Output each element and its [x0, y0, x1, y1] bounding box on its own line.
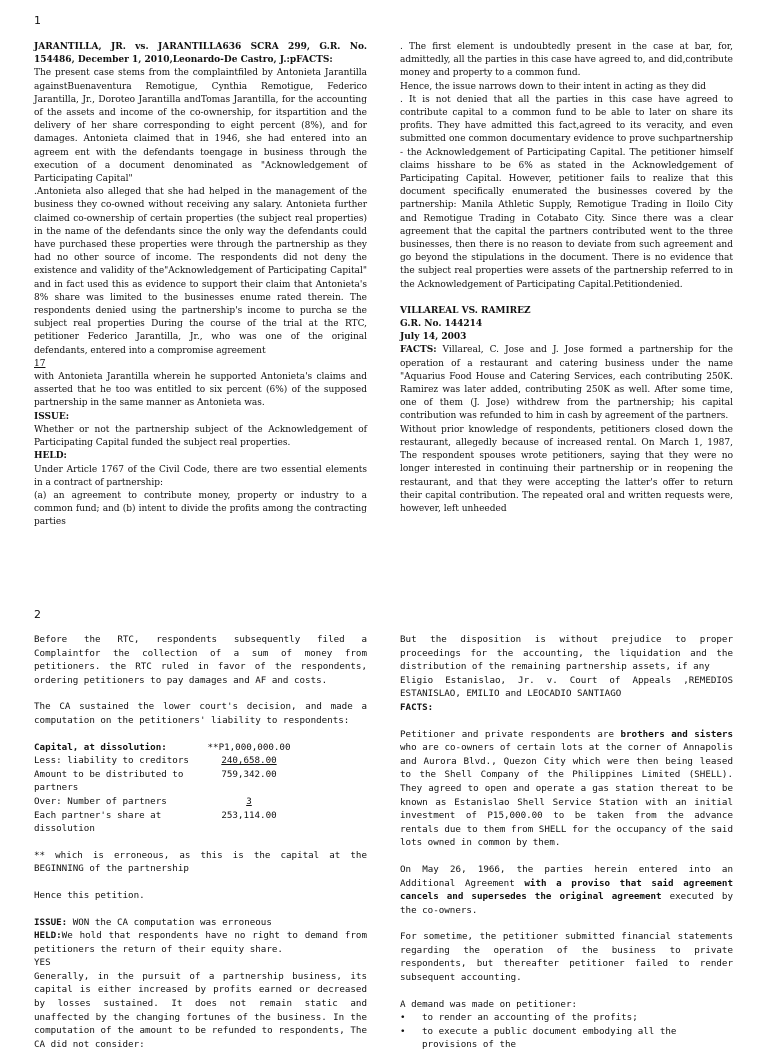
computation-value: 759,342.00 [221, 768, 277, 780]
computation-label: Amount to be distributed to partners [34, 768, 184, 794]
computation-row [34, 768, 367, 795]
computation-row [34, 741, 367, 755]
paragraph: 17 [34, 358, 46, 369]
computation-row [34, 809, 367, 836]
demand-list [400, 1011, 733, 1052]
paragraph: Petitioner and private respondents are brothers and sisters who are co-owners of certain lots at the corner of Annapolis and Aurora Blvd., Quezon City which were then being leased to the Shell Company of the Philippines Limited (SHELL). They agreed to open and operate a gas station thereat to be known as Estanislao Shell Service Station with an initial investment of P15,000.00 to be taken from the advance rentals due to them from SHELL for the occupancy of the said lots owned in common by them. [400, 728, 733, 849]
computation-value: 240,658.00 [221, 755, 277, 767]
paragraph: YES [34, 957, 51, 969]
paragraph: ISSUE: WON the CA computation was erroneous [34, 916, 272, 928]
computation-label: Less: liability to creditors [34, 755, 189, 767]
paragraph: Hence this petition. [34, 889, 145, 901]
paragraph: ** which is erroneous, as this is the capital at the BEGINNING of the partnership [34, 849, 367, 875]
paragraph: But the disposition is without prejudice to proper proceedings for the accounting, the liquidation and the distribution of the remaining partnership assets, if any [400, 634, 733, 673]
bullet-icon: • [400, 1012, 406, 1024]
page-number: 1 [34, 14, 41, 27]
computation-label: Capital, at dissolution: [34, 741, 167, 753]
page-number: 2 [34, 608, 41, 621]
page1-left-column [34, 41, 367, 530]
paragraph: HELD: [34, 451, 67, 462]
page1-right-column [400, 41, 733, 516]
paragraph: On May 26, 1966, the parties herein entered into an Additional Agreement with a proviso that said agreement cancels and supersedes the original agreement executed by the co-owners. [400, 863, 733, 916]
paragraph: HELD:We hold that respondents have no right to demand from petitioners the return of their equity share. [34, 930, 367, 955]
paragraph: Generally, in the pursuit of a partnership business, its capital is either increased by profits earned or decreased by losses sustained. It does not remain static and unaffected by the changing fortunes of the business. In the computation of the amount to be refunded to respondents, The CA did not consider: [34, 970, 367, 1050]
paragraph: FACTS: [400, 701, 434, 713]
paragraph-gap [34, 687, 367, 700]
paragraph: Whether or not the partnership subject of the Acknowledgement of Participating Capital funded the subject real properties. [34, 424, 367, 449]
paragraph: Under Article 1767 of the Civil Code, there are two essential elements in a contract of partnership: [34, 464, 367, 488]
computation-label: Over: Number of partners [34, 795, 167, 807]
paragraph: Hence, the issue narrows down to their intent in acting as they did [400, 81, 707, 92]
paragraph: July 14, 2003 [400, 332, 467, 343]
paragraph: For sometime, the petitioner submitted financial statements regarding the operation of the business to private respondents, but thereafter petitioner failed to render subsequent accounting. [400, 931, 733, 984]
list-item [400, 1025, 733, 1052]
paragraph: The CA sustained the lower court's decision, and made a computation on the petitioners' liability to respondents: [34, 701, 367, 726]
paragraph-gap [34, 903, 367, 916]
paragraph: Before the RTC, respondents subsequently filed a Complaintfor the collection of a sum of money from petitioners. the RTC ruled in favor of the respondents, ordering petitioners to pay damages and AF and costs. [34, 634, 367, 686]
paragraph: (a) an agreement to contribute money, property or industry to a common fund; and (b) intent to divide the profits among the contracting parties [34, 490, 367, 528]
paragraph-gap [400, 715, 733, 728]
paragraph-gap [34, 876, 367, 889]
paragraph: The present case stems from the complaintfiled by Antonieta Jarantilla againstBuenaventura Remotigue, Cynthia Remotigue, Federico Jarantilla, Jr., Doroteo Jarantilla andTomas Jarantilla, for the accounting of the assets and income of the co-ownership, for itspartition and the delivery of her share corresponding to eight percent (8%), and for damages. Antonieta claimed that in 1946, she had entered into an agreem ent with the defendants toengage in business through the execution of a document denominated as "Acknowledgement of Participating Capital" [34, 68, 367, 185]
paragraph: Eligio Estanislao, Jr. v. Court of Appeals ,REMEDIOS ESTANISLAO, EMILIO and LEOCADIO SANTIAGO [400, 674, 733, 700]
paragraph: with Antonieta Jarantilla wherein he supported Antonieta's claims and asserted that he too was entitled to six percent (6%) of the supposed partnership in the same manner as Antonieta was. [34, 372, 367, 409]
computation-label: Each partner's share at dissolution [34, 809, 162, 835]
paragraph: . The first element is undoubtedly present in the case at bar, for, admittedly, all the parties in this case have agreed to, and did,contribute money and property to a common fund. [400, 42, 733, 79]
computation-row [34, 795, 367, 809]
page2-right-column [400, 633, 733, 1052]
paragraph: VILLAREAL VS. RAMIREZ [400, 305, 531, 316]
paragraph: ISSUE: [34, 411, 70, 422]
list-item-text: to render an accounting of the profits; [422, 1012, 638, 1024]
paragraph: . It is not denied that all the parties in this case have agreed to contribute capital to a common fund to be able to later on share its profits. They have admitted this fact,agreed to its veracity, and even submitted one common documentary evidence to prove suchpartnership - the Acknowledgement of Participating Capital. The petitioner himself claims hisshare to be 6% as stated in the Acknowledgement of Participating Capital. However, petitioner fails to realize that this document specifically enumerated the businesses covered by the partnership: Manila Athletic Supply, Remotigue Trading in Iloilo City and Remotigue Trading in Cotabato City. Since there was a clear agreement that the capital the partners contributed went to the three businesses, then there is no reason to deviate from such agreement and go beyond the stipulations in the document. There is no evidence that the subject real properties were assets of the partnership referred to in the Acknowledgement of Participating Capital.Petitiondenied. [400, 94, 733, 290]
paragraph: JARANTILLA, JR. vs. JARANTILLA636 SCRA 299, G.R. No. 154486, December 1, 2010,Leonardo-De Castro, J.:pFACTS: [34, 42, 367, 66]
computation-value: **P1,000,000.00 [207, 741, 291, 753]
computation-value: 253,114.00 [221, 809, 277, 821]
list-item-text: to execute a public document embodying all the provisions of the [422, 1025, 677, 1051]
bullet-icon: • [400, 1025, 406, 1037]
paragraph: .Antonieta also alleged that she had helped in the management of the business they co-owned without receiving any salary. Antonieta further claimed co-ownership of certain properties (the subject real properties) in the name of the defendants since the only way the defendants could have purchased these properties were through the partnership as they had no other source of income. The respondents did not deny the existence and validity of the"Acknowledgement of Participating Capital" and in fact used this as evidence to support their claim that Antonieta's 8% share was limited to the businesses enume rated therein. The respondents denied using the partnership's income to purcha se the subject real properties During the course of the trial at the RTC, petitioner Federico Jarantilla, Jr., who was one of the original defendants, entered into a compromise agreement [34, 187, 367, 356]
page2-left-column [34, 633, 367, 1051]
list-item [400, 1011, 733, 1025]
capital-computation-table [34, 741, 367, 836]
paragraph: A demand was made on petitioner: [400, 998, 578, 1010]
paragraph: Without prior knowledge of respondents, petitioners closed down the restaurant, allegedly because of increased rental. On March 1, 1987, The respondent spouses wrote petitioners, saying that they were no longer interested in continuing their partnership or in reopening the restaurant, and that they were accepting the latter's offer to return their capital contribution. The repeated oral and written requests were, however, left unheeded [400, 424, 733, 514]
paragraph-gap [400, 917, 733, 930]
paragraph-gap [400, 292, 733, 305]
paragraph-gap [34, 836, 367, 849]
paragraph-gap [400, 850, 733, 863]
computation-row [34, 754, 367, 768]
computation-value: 3 [246, 795, 252, 807]
paragraph-gap [34, 728, 367, 741]
paragraph: G.R. No. 144214 [400, 319, 483, 330]
paragraph-gap [400, 985, 733, 998]
paragraph: FACTS: Villareal, C. Jose and J. Jose formed a partnership for the operation of a restaurant and catering business under the name "Aquarius Food House and Catering Services, each contributing 250K. Ramirez was later added, contributing 250K as well. After some time, one of them (J. Jose) withdrew from the partnership; his capital contribution was refunded to him in cash by agreement of the partners. [400, 345, 733, 422]
